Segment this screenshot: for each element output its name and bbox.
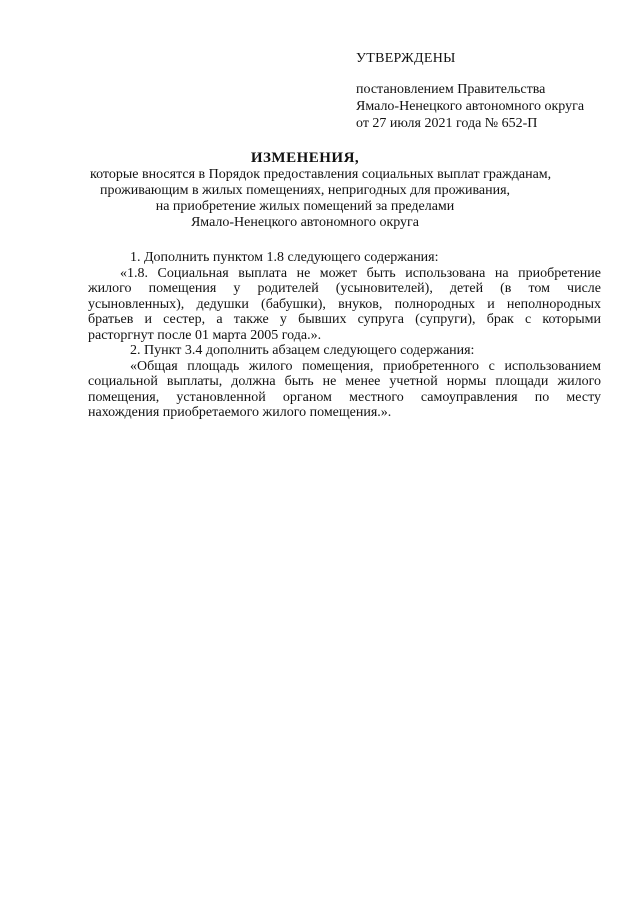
item-1-text: 1. Дополнить пунктом 1.8 следующего содержания: bbox=[130, 250, 439, 265]
title-line-2: проживающим в жилых помещениях, непригодных для проживания, bbox=[99, 183, 511, 198]
quote-1-line-2: жилого помещения у родителей (усыновителей), детей (в том числе bbox=[88, 281, 601, 296]
quote-1-line-1: «1.8. Социальная выплата не может быть использована на приобретение bbox=[120, 265, 601, 281]
quote-2-line-4: нахождения приобретаемого жилого помещения.». bbox=[88, 405, 392, 420]
quote-1-line-4: братьев и сестер, а также у бывших супруга (супруги), брак с которыми bbox=[88, 312, 601, 327]
approval-line-1: постановлением Правительства bbox=[356, 82, 546, 97]
quote-2-line-1: «Общая площадь жилого помещения, приобретенного с использованием bbox=[130, 358, 601, 374]
approval-block bbox=[356, 50, 626, 132]
document-title: ИЗМЕНЕНИЯ, bbox=[250, 150, 360, 166]
title-line-1: которые вносятся в Порядок предоставления социальных выплат гражданам, bbox=[90, 167, 552, 182]
title-line-4: Ямало-Ненецкого автономного округа bbox=[190, 215, 420, 230]
item-2-text: 2. Пункт 3.4 дополнить абзацем следующего содержания: bbox=[130, 343, 475, 358]
quote-1-line-3: усыновленных), дедушки (бабушки), внуков, полнородных и неполнородных bbox=[88, 296, 601, 312]
document-body bbox=[88, 250, 601, 421]
quote-1-line-5: расторгнут после 01 марта 2005 года.». bbox=[88, 327, 322, 343]
quote-2-line-3: помещения, установленной органом местного самоуправления по месту bbox=[88, 389, 601, 405]
approval-line-3: от 27 июля 2021 года № 652-П bbox=[356, 116, 538, 131]
quote-1 bbox=[88, 266, 601, 344]
quote-2-line-2: социальной выплаты, должна быть не менее учетной нормы площади жилого bbox=[88, 374, 601, 389]
quote-2 bbox=[88, 359, 601, 421]
title-line-3: на приобретение жилых помещений за пределами bbox=[155, 199, 455, 214]
approval-heading: УТВЕРЖДЕНЫ bbox=[356, 51, 456, 66]
document-title-block bbox=[90, 150, 552, 231]
approval-line-2: Ямало-Ненецкого автономного округа bbox=[356, 99, 585, 114]
